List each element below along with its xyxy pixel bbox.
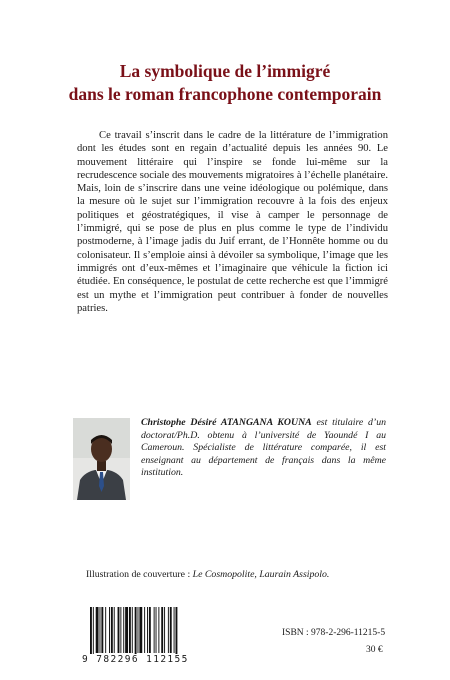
barcode-bar — [109, 607, 110, 653]
barcode-bar — [132, 607, 133, 653]
illustration-work: Le Cosmopolite, Laurain Assipolo. — [192, 569, 330, 580]
barcode-bar — [90, 607, 92, 659]
barcode-bar — [170, 607, 172, 653]
barcode-bar — [118, 607, 120, 653]
barcode-bar — [138, 607, 139, 653]
barcode-bar — [105, 607, 106, 653]
barcode-bar — [125, 607, 128, 653]
barcode-bar — [93, 607, 94, 659]
barcode-bar — [158, 607, 159, 653]
isbn: ISBN : 978-2-296-11215-5 — [282, 628, 386, 638]
back-cover-summary — [77, 129, 388, 315]
book-title — [0, 60, 450, 106]
barcode-bar — [147, 607, 148, 653]
book-title-line-1: La symbolique de l’immigré — [119, 61, 331, 81]
barcode-bar — [168, 607, 169, 653]
author-name: Christophe Désiré ATANGANA KOUNA — [141, 417, 312, 428]
illustration-prefix: Illustration de couverture : — [86, 569, 193, 580]
barcode-bar — [154, 607, 155, 653]
barcode-bar — [100, 607, 101, 653]
price: 30 € — [366, 645, 383, 655]
barcode-bar — [149, 607, 151, 653]
barcode-bar — [114, 607, 115, 653]
barcode — [82, 607, 212, 667]
barcode-bar — [176, 607, 178, 659]
barcode-bar — [129, 607, 131, 653]
barcode-bar — [161, 607, 163, 653]
summary-text: Ce travail s’inscrit dans le cadre de la littérature de l’immigration dont les études sont en regain d’actualité depuis les années 90. Le mouvement littéraire qui l’inspire se fonde lui-même sur la recrudescence sociale des mouvements migratoires à l’échelle planétaire. Mais, loin de s’inscrire dans une veine idéologique ou polémique, dans la mesure où le sujet sur l’immigration recouvre à la fois des enjeux politiques et géostratégiques, il vise à camper le personnage de l’immigré, qui se pose de plus en plus comme le type de l’individu postmoderne, à l’image jadis du Juif errant, de l’Honnête homme ou du colonisateur. Il s’emploie ainsi à dévoiler sa symbolique, l’image que les immigrés ont d’eux-mêmes et l’imaginaire que véhicule la fiction ici étudiée. En conséquence, le postulat de cette recherche est que l’immigré est un mythe et l’immigration peut contribuer à fonder de nouvelles patries. — [77, 130, 388, 314]
barcode-bar — [174, 607, 175, 653]
barcode-bar — [96, 607, 99, 653]
author-bio-text: est titulaire d’un doctorat/Ph.D. obtenu à l’université de Yaoundé I au Cameroun. Spécialiste de littérature comparée, il est enseignant au département de français dans la même institution. — [141, 417, 386, 479]
barcode-bars — [82, 607, 212, 659]
cover-illustration-credit — [86, 569, 406, 581]
barcode-bar — [156, 607, 157, 653]
author-photo — [73, 418, 130, 500]
barcode-bar — [139, 607, 142, 653]
barcode-bar — [123, 607, 124, 653]
barcode-bar — [164, 607, 165, 653]
barcode-digits: 9 782296 112155 — [82, 654, 212, 665]
barcode-bar — [111, 607, 113, 653]
barcode-bar — [120, 607, 121, 653]
book-title-line-2: dans le roman francophone contemporain — [68, 84, 382, 104]
barcode-bar — [135, 607, 137, 659]
author-portrait-image — [73, 418, 130, 500]
barcode-bar — [101, 607, 103, 653]
barcode-bar — [144, 607, 145, 653]
author-bio — [141, 417, 386, 480]
